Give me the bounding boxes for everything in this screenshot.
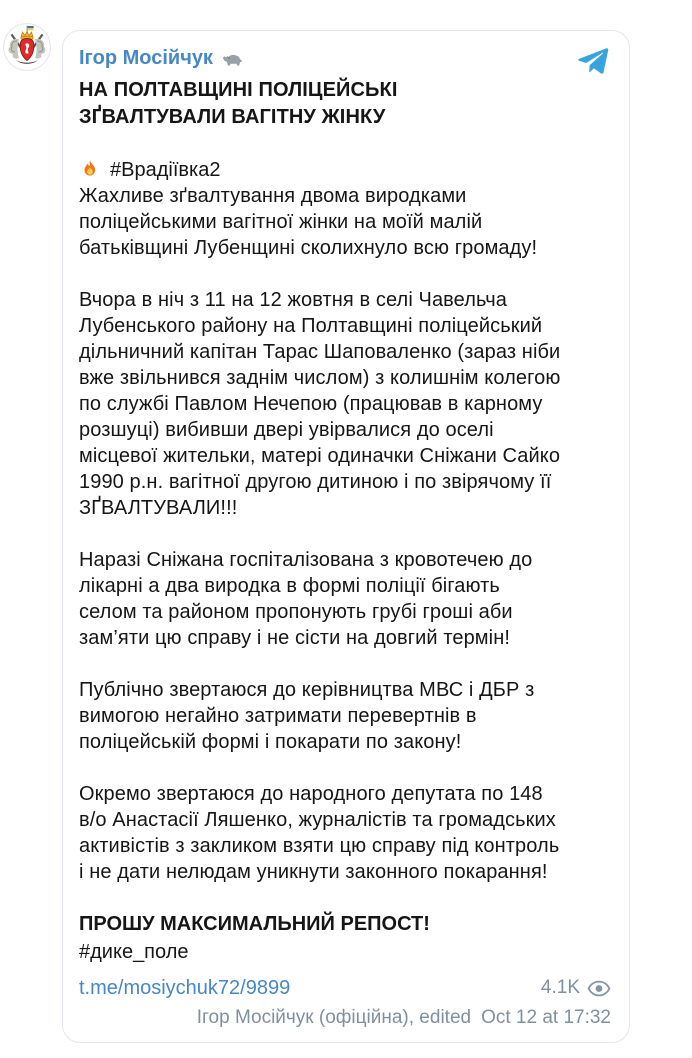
telegram-post-card xyxy=(62,30,630,1043)
channel-name-link[interactable]: Ігор Мосійчук xyxy=(79,47,213,69)
post-signature: Ігор Мосійчук (офіційна), edited xyxy=(196,1007,472,1028)
post-meta-row xyxy=(79,1006,611,1030)
post-paragraph: Жахливе зґвалтування двома виродками поліцейськими вагітної жінки на моїй малій батьківщині Лубенщині сколихнуло всю громаду! xyxy=(79,185,538,259)
post-permalink[interactable]: t.me/mosiychuk72/9899 xyxy=(79,977,291,999)
views-count: 4.1K xyxy=(540,977,580,998)
hashtag-dyke-pole: #дике_поле xyxy=(79,941,189,963)
post-paragraph: Наразі Сніжана госпіталізована з кровотечею до лікарні а два виродка в формі поліції бігають селом та районом пропонують грубі гроші аби зам’яти цю справу і не сісти на довгий термін! xyxy=(79,549,533,649)
post-header xyxy=(79,44,611,72)
channel-avatar[interactable] xyxy=(3,23,51,71)
views-counter xyxy=(541,977,611,999)
post-paragraph: Публічно звертаюся до керівництва МВС і ДБР з вимогою негайно затримати перевертнів в поліцейській формі і покарати по закону! xyxy=(79,679,535,753)
repost-call: ПРОШУ МАКСИМАЛЬНИЙ РЕПОСТ! xyxy=(79,913,430,935)
rhino-icon xyxy=(220,47,244,71)
eye-icon xyxy=(587,980,611,997)
hashtag-vradiivka: #Врадіївка2 xyxy=(110,159,221,181)
post-paragraph: Вчора в ніч з 11 на 12 жовтня в селі Чавельча Лубенського району на Полтавщині поліцейський дільничний капітан Тарас Шаповаленко (зараз ніби вже звільнився заднім числом) з колишнім колегою по службі Павлом Нечепою (працював в карному розшуці) вибивши двері увірвалися до оселі місцевої жительки, матері одиначки Сніжани Сайко 1990 р.н. вагітної другою дитиною і по звірячому її ЗҐВАЛТУВАЛИ!!! xyxy=(79,289,561,519)
post-paragraph: Окремо звертаюся до народного депутата по 148 в/о Анастасії Ляшенко, журналістів та громадських активістів з закликом взяти цю справу під контроль і не дати нелюдам уникнути законного покарання! xyxy=(79,783,560,883)
hashtag-lead-row xyxy=(79,157,611,183)
telegram-plane-icon[interactable] xyxy=(578,44,609,75)
post-timestamp: Oct 12 at 17:32 xyxy=(481,1007,611,1028)
coat-of-arms-icon xyxy=(3,23,51,71)
footer-link-row xyxy=(79,975,611,1001)
post-title: НА ПОЛТАВЩИНІ ПОЛІЦЕЙСЬКІ ЗҐВАЛТУВАЛИ ВАГІТНУ ЖІНКУ xyxy=(79,79,398,128)
fire-icon xyxy=(79,159,101,181)
